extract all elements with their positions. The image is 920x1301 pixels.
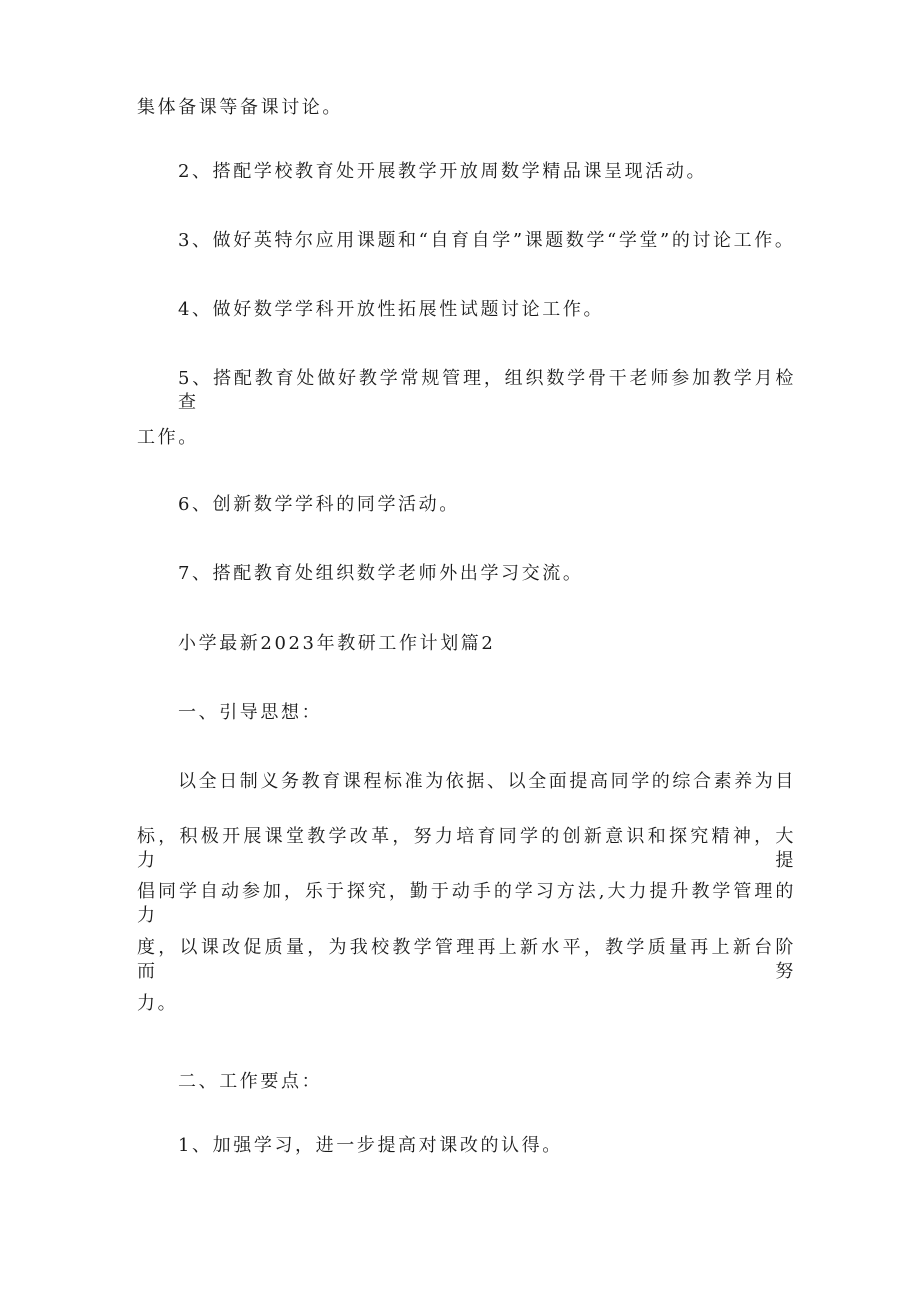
heading-work-points: 二、工作要点： — [178, 1071, 323, 1092]
list-item-1: 1、加强学习，进一步提高对课改的认得。 — [178, 1135, 563, 1156]
paragraph-line-1: 以全日制义务教育课程标准为依据、以全面提高同学的综合素养为目 — [178, 771, 796, 792]
paragraph-line-3: 倡同学自动参加，乐于探究，勤于动手的学习方法,大力提升教学管理的力 — [137, 881, 796, 926]
text-line-continuation: 集体备课等备课讨论。 — [137, 97, 343, 118]
list-item-6: 6、创新数学学科的同学活动。 — [178, 494, 460, 515]
list-item-3: 3、做好英特尔应用课题和“自育自学”课题数学“学堂”的讨论工作。 — [178, 230, 796, 251]
list-item-7: 7、搭配教育处组织数学老师外出学习交流。 — [178, 563, 584, 584]
list-item-2: 2、搭配学校教育处开展教学开放周数学精品课呈现活动。 — [178, 161, 708, 182]
paragraph-line-4: 度，以课改促质量，为我校教学管理再上新水平，教学质量再上新台阶而努 — [137, 937, 796, 982]
heading-guiding-thought: 一、引导思想： — [178, 702, 323, 723]
paragraph-line-5: 力。 — [137, 993, 179, 1014]
list-item-5: 5、搭配教育处做好教学常规管理，组织数学骨干老师参加教学月检查 — [178, 368, 796, 413]
section-title: 小学最新2023年教研工作计划篇2 — [178, 633, 496, 654]
paragraph-line-2: 标，积极开展课堂教学改革，努力培育同学的创新意识和探究精神，大力提 — [137, 826, 796, 871]
list-item-5-continuation: 工作。 — [137, 427, 199, 448]
list-item-4: 4、做好数学学科开放性拓展性试题讨论工作。 — [178, 299, 605, 320]
